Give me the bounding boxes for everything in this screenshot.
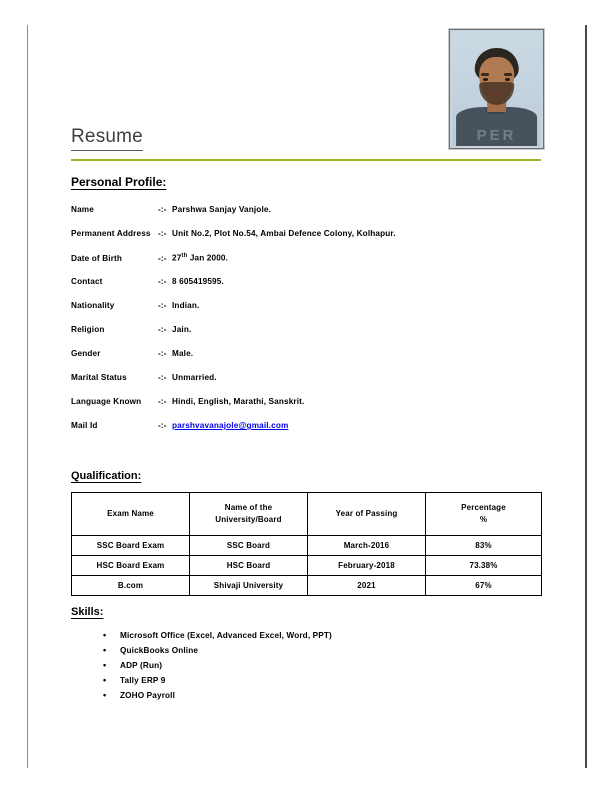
left-margin-rule: [27, 25, 28, 768]
section-heading-qualification: Qualification:: [71, 470, 142, 482]
detail-value: Hindi, English, Marathi, Sanskrit.: [172, 397, 305, 406]
detail-separator: -:-: [158, 229, 167, 238]
detail-label: Name: [71, 205, 94, 214]
detail-separator: -:-: [158, 373, 167, 382]
profile-photo: [449, 29, 544, 149]
table-cell: HSC Board Exam: [72, 556, 190, 576]
photo-eyebrow-right: [504, 73, 512, 76]
detail-label: Permanent Address: [71, 229, 151, 238]
skills-list: [98, 628, 332, 703]
table-row: [72, 576, 542, 596]
dob-day: 27: [172, 253, 182, 263]
personal-details-list: [71, 205, 551, 445]
detail-separator: -:-: [158, 205, 167, 214]
header-line: Name of the: [224, 503, 273, 512]
detail-label: Marital Status: [71, 373, 127, 382]
right-margin-rule: [585, 25, 587, 768]
column-header-year-of-passing: [308, 493, 426, 536]
detail-label: Nationality: [71, 301, 115, 310]
photo-eyebrow-left: [481, 73, 489, 76]
table-cell: Shivaji University: [190, 576, 308, 596]
detail-row-permanent-address: [71, 229, 551, 253]
photo-eye-right: [505, 78, 510, 81]
dob-month-year: Jan 2000.: [187, 253, 229, 263]
header-line: Year of Passing: [335, 509, 398, 518]
detail-label: Gender: [71, 349, 101, 358]
detail-value: 8 605419595.: [172, 277, 224, 286]
list-item: • ADP (Run): [120, 658, 332, 673]
detail-separator: -:-: [158, 325, 167, 334]
detail-row-marital-status: [71, 373, 551, 397]
detail-label: Contact: [71, 277, 103, 286]
page-title: Resume: [71, 127, 143, 151]
photo-image: [452, 32, 541, 146]
detail-label: Mail Id: [71, 421, 98, 430]
header-line: %: [479, 515, 488, 524]
column-header-university-board: [190, 493, 308, 536]
section-heading-skills: Skills:: [71, 606, 104, 618]
table-row: [72, 536, 542, 556]
detail-value: Jain.: [172, 325, 192, 334]
table-cell: 67%: [426, 576, 542, 596]
table-cell: SSC Board Exam: [72, 536, 190, 556]
detail-row-language-known: [71, 397, 551, 421]
detail-row-contact: [71, 277, 551, 301]
table-cell: B.com: [72, 576, 190, 596]
list-item: • Microsoft Office (Excel, Advanced Excel, Word, PPT): [120, 628, 332, 643]
detail-row-gender: [71, 349, 551, 373]
table-row: [72, 556, 542, 576]
detail-value: Unmarried.: [172, 373, 217, 382]
table-cell: HSC Board: [190, 556, 308, 576]
detail-row-religion: [71, 325, 551, 349]
detail-separator: -:-: [158, 277, 167, 286]
detail-separator: -:-: [158, 253, 167, 263]
table-cell: 2021: [308, 576, 426, 596]
detail-label: Language Known: [71, 397, 142, 406]
table-cell: February-2018: [308, 556, 426, 576]
detail-row-date-of-birth: [71, 253, 551, 277]
accent-divider: [71, 159, 541, 161]
email-link[interactable]: parshvavanajole@gmail.com: [172, 421, 289, 430]
header-line: Percentage: [461, 503, 506, 512]
table-cell: 73.38%: [426, 556, 542, 576]
detail-row-mail-id: [71, 421, 551, 445]
table-cell: 83%: [426, 536, 542, 556]
qualification-table: [71, 492, 542, 596]
detail-separator: -:-: [158, 301, 167, 310]
list-item: • ZOHO Payroll: [120, 688, 332, 703]
header-line: Exam Name: [107, 509, 154, 518]
table-cell: March-2016: [308, 536, 426, 556]
detail-value: Indian.: [172, 301, 200, 310]
detail-label: Religion: [71, 325, 105, 334]
table-header-row: [72, 493, 542, 536]
column-header-exam-name: [72, 493, 190, 536]
list-item: • Tally ERP 9: [120, 673, 332, 688]
detail-row-name: [71, 205, 551, 229]
detail-separator: -:-: [158, 349, 167, 358]
detail-value: Unit No.2, Plot No.54, Ambai Defence Colony, Kolhapur.: [172, 229, 396, 238]
detail-row-nationality: [71, 301, 551, 325]
detail-value: [172, 421, 288, 430]
detail-value: [172, 253, 228, 263]
detail-separator: -:-: [158, 421, 167, 430]
dob-ordinal-suffix: th: [181, 253, 188, 259]
header-line: University/Board: [215, 515, 282, 524]
section-heading-personal-profile: Personal Profile:: [71, 175, 167, 189]
detail-value: Male.: [172, 349, 194, 358]
column-header-percentage: [426, 493, 542, 536]
detail-label: Date of Birth: [71, 253, 123, 263]
detail-value: Parshwa Sanjay Vanjole.: [172, 205, 272, 214]
detail-separator: -:-: [158, 397, 167, 406]
table-cell: SSC Board: [190, 536, 308, 556]
photo-shirt-text: PER: [476, 126, 517, 144]
list-item: • QuickBooks Online: [120, 643, 332, 658]
